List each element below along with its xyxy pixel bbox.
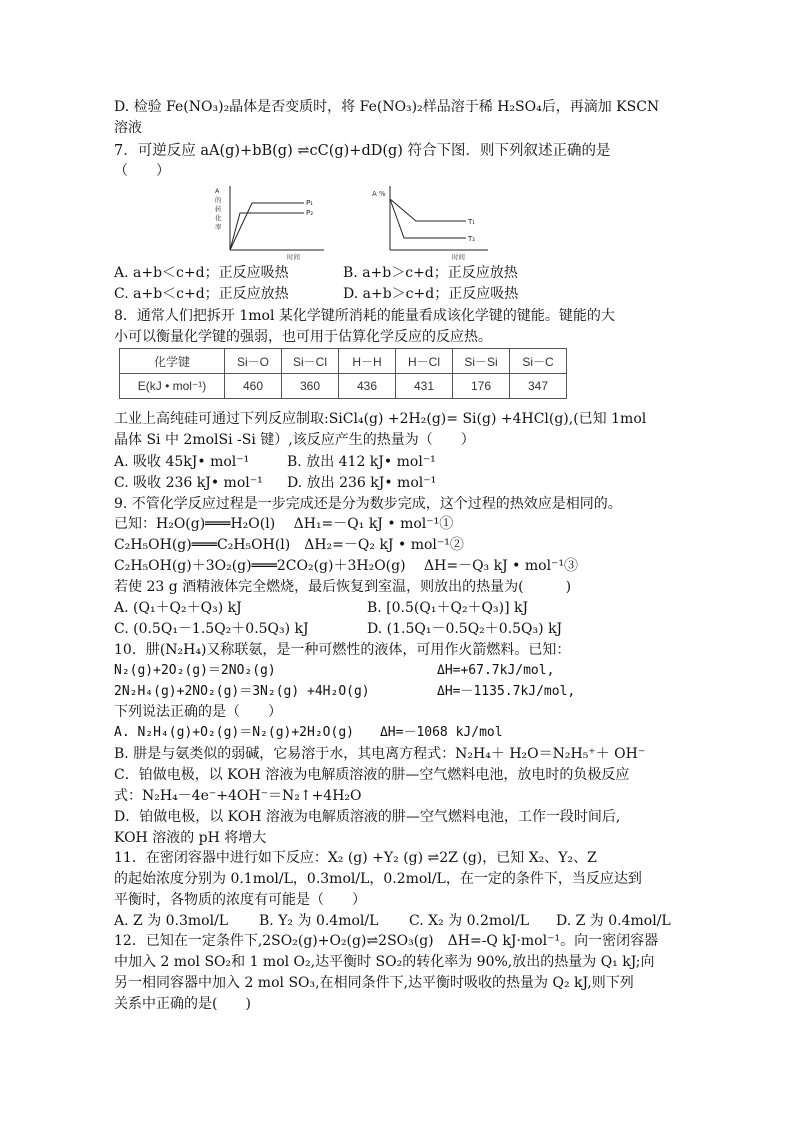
q9-question: 若使 23 g 酒精液体完全燃烧，最后恢复到室温，则放出的热量为( ) — [114, 579, 572, 595]
q10-question: 下列说法正确的是（ ） — [114, 704, 282, 720]
table-cell: 431 — [396, 374, 453, 399]
question-7-blank: （ ） — [114, 163, 170, 179]
graph2-curve-t1 — [390, 199, 466, 221]
graph2-curve-t2 — [390, 199, 466, 238]
graph1-label-p2: P₂ — [306, 209, 314, 217]
table-cell: H－H — [339, 349, 396, 374]
graph2-xlabel: 时间 — [452, 253, 465, 261]
table-row — [120, 374, 567, 399]
q9-option-d: D. (1.5Q₁－0.5Q₂＋0.5Q₃) kJ — [367, 621, 563, 637]
q10-eq-2-dh: ΔH=－1135.7kJ/mol, — [437, 684, 576, 699]
q11-option-a: A. Z 为 0.3mol/L — [114, 913, 229, 929]
q12-cont-3: 关系中正确的是( ) — [114, 996, 251, 1012]
q7-option-c: C. a+b＜c+d；正反应放热 — [114, 286, 289, 302]
table-cell: Si－Cl — [282, 349, 339, 374]
table-cell: Si－O — [225, 349, 282, 374]
q9-option-c: C. (0.5Q₁－1.5Q₂＋0.5Q₃) kJ — [114, 621, 309, 637]
option-d-line: D. 检验 Fe(NO₃)₂晶体是否变质时，将 Fe(NO₃)₂样品溶于稀 H₂SO₄后，再滴加 KSCN — [114, 99, 660, 115]
q9-option-a: A. (Q₁＋Q₂＋Q₃) kJ — [114, 600, 242, 616]
table-header: 化学键 — [120, 349, 225, 374]
q12-cont-1: 中加入 2 mol SO₂和 1 mol O₂,达平衡时 SO₂的转化率为 90%,放出的热量为 Q₁ kJ;向 — [114, 954, 655, 970]
graph1-ylabel-3: 转 — [215, 205, 222, 213]
q8-option-d: D. 放出 236 kJ• mol⁻¹ — [287, 475, 437, 491]
q8-reaction: 工业上高纯硅可通过下列反应制取:SiCl₄(g) +2H₂(g)= Si(g) +4HCl(g),(已知 1mol — [114, 411, 647, 427]
q11-cont-2: 平衡时，各物质的浓度有可能是（ ） — [114, 892, 366, 908]
q10-eq-2: 2N₂H₄(g)+2NO₂(g)＝3N₂(g) +4H₂O(g) — [114, 684, 370, 699]
q9-eq-2: C₂H₅OH(g)═══C₂H₅OH(l) ΔH₂=－Q₂ kJ • mol⁻¹② — [114, 537, 464, 553]
q9-option-b: B. [0.5(Q₁＋Q₂＋Q₃)] kJ — [367, 600, 529, 616]
question-10: 10．肼(N₂H₄)又称联氨，是一种可燃性的液体，可用作火箭燃料。已知： — [114, 642, 571, 658]
option-d-line-cont: 溶液 — [114, 120, 142, 136]
q8-option-b: B. 放出 412 kJ• mol⁻¹ — [287, 454, 436, 470]
graph1-curve-p2 — [230, 213, 304, 250]
q9-eq-3: C₂H₅OH(g)＋3O₂(g)═══2CO₂(g)＋3H₂O(g) ΔH=－Q₃ kJ • mol⁻¹③ — [114, 558, 579, 574]
table-cell: 436 — [339, 374, 396, 399]
question-11: 11．在密闭容器中进行如下反应：X₂ (g) +Y₂ (g) ⇌2Z (g)，已知 X₂、Y₂、Z — [114, 850, 597, 866]
q9-eq-1: 已知：H₂O(g)═══H₂O(l) ΔH₁=－Q₁ kJ • mol⁻¹① — [114, 516, 454, 532]
graph2-ylabel: A % — [372, 190, 386, 198]
q10-option-a: A. N₂H₄(g)+O₂(g)＝N₂(g)+2H₂O(g) ΔH=－1068 kJ/mol — [114, 725, 503, 740]
question-7: 7．可逆反应 aA(g)+bB(g) ⇌cC(g)+dD(g) 符合下图．则下列叙述正确的是 — [114, 143, 611, 159]
q10-option-d-cont: KOH 溶液的 pH 将增大 — [114, 830, 267, 846]
table-cell: Si－C — [510, 349, 567, 374]
q8-option-c: C. 吸收 236 kJ• mol⁻¹ — [114, 475, 263, 491]
graph1-xlabel: 时间 — [287, 253, 300, 261]
q10-eq-1: N₂(g)+2O₂(g)＝2NO₂(g) — [114, 663, 276, 678]
table-row — [120, 349, 567, 374]
table-cell: 360 — [282, 374, 339, 399]
conversion-graph — [212, 183, 328, 261]
q11-option-b: B. Y₂ 为 0.4mol/L — [259, 913, 379, 929]
table-cell: 347 — [510, 374, 567, 399]
graph1-ylabel-5: 率 — [215, 223, 222, 231]
q11-option-d: D. Z 为 0.4mol/L — [556, 913, 671, 929]
table-row-label: E(kJ • mol⁻¹) — [120, 374, 225, 399]
q12-cont-2: 另一相同容器中加入 2 mol SO₃,在相同条件下,达平衡时吸收的热量为 Q₂ kJ,则下列 — [114, 975, 634, 991]
q10-option-b: B. 肼是与氨类似的弱碱，它易溶于水，其电离方程式：N₂H₄＋ H₂O＝N₂H₅⁺＋ OH⁻ — [114, 746, 646, 762]
q7-option-a: A. a+b＜c+d；正反应吸热 — [114, 265, 289, 281]
graph1-ylabel-2: 的 — [215, 196, 222, 204]
graph2-label-t1: T₁ — [468, 218, 476, 226]
q7-option-d: D. a+b＞c+d；正反应吸热 — [343, 286, 519, 302]
table-cell: 176 — [453, 374, 510, 399]
q8-reaction-cont: 晶体 Si 中 2molSi -Si 键）,该反应产生的热量为（ ） — [114, 432, 475, 448]
graph1-ylabel-4: 化 — [215, 214, 222, 222]
question-8: 8．通常人们把拆开 1mol 某化学键所消耗的能量看成该化学键的键能。键能的大 — [114, 308, 615, 324]
q10-option-c-cont: 式：N₂H₄－4e⁻+4OH⁻＝N₂↑+4H₂O — [114, 788, 362, 804]
bond-energy-table — [119, 348, 567, 399]
graph1-curve-p1 — [230, 203, 304, 250]
graph2-label-t2: T₂ — [468, 235, 476, 243]
q10-option-c: C．铂做电极，以 KOH 溶液为电解质溶液的肼—空气燃料电池，放电时的负极反应 — [114, 767, 630, 783]
table-cell: H－Cl — [396, 349, 453, 374]
question-8-cont: 小可以衡量化学键的强弱，也可用于估算化学反应的反应热。 — [114, 329, 492, 345]
q11-cont-1: 的起始浓度分别为 0.1mol/L，0.3mol/L，0.2mol/L，在一定的条件下，当反应达到 — [114, 871, 642, 887]
q10-eq-1-dh: ΔH=+67.7kJ/mol, — [437, 663, 555, 678]
q7-option-b: B. a+b＞c+d；正反应放热 — [343, 265, 518, 281]
q8-option-a: A. 吸收 45kJ• mol⁻¹ — [114, 454, 250, 470]
q10-option-d: D．铂做电极，以 KOH 溶液为电解质溶液的肼—空气燃料电池，工作一段时间后, — [114, 809, 621, 825]
graph1-ylabel-1: A — [215, 187, 220, 195]
question-9: 9. 不管化学反应过程是一步完成还是分为数步完成，这个过程的热效应是相同的。 — [114, 496, 622, 512]
graph1-label-p1: P₁ — [306, 199, 314, 207]
table-cell: Si－Si — [453, 349, 510, 374]
question-12: 12．已知在一定条件下,2SO₂(g)+O₂(g)⇌2SO₃(g) ΔH=-Q kJ·mol⁻¹。向一密闭容器 — [114, 933, 659, 949]
q11-option-c: C. X₂ 为 0.2mol/L — [409, 913, 530, 929]
table-cell: 460 — [225, 374, 282, 399]
percentage-graph — [370, 183, 492, 261]
